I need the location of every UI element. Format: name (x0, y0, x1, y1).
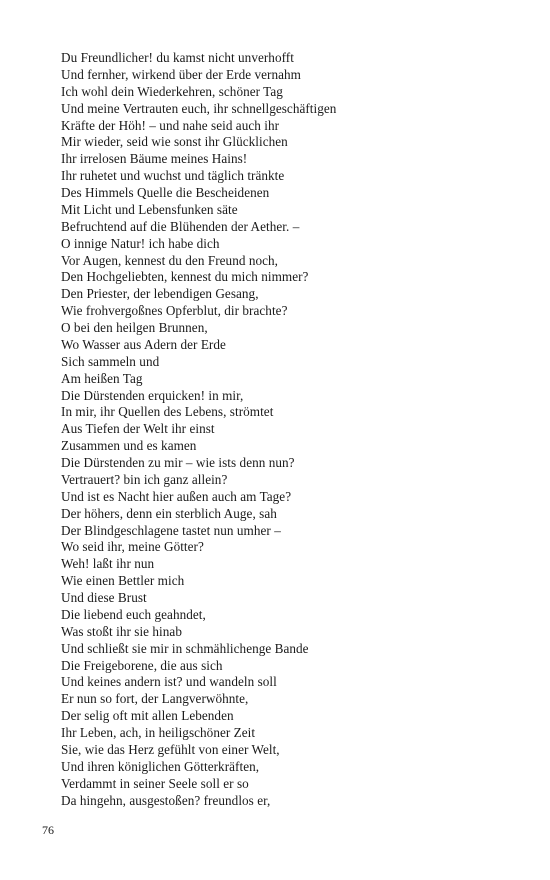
poem-line: Wie einen Bettler mich (61, 573, 185, 589)
poem-text (61, 50, 531, 809)
poem-line: Mir wieder, seid wie sonst ihr Glücklichen (61, 134, 288, 150)
poem-line: Ihr ruhetet und wuchst und täglich tränkte (61, 168, 285, 184)
poem-line: Was stoßt ihr sie hinab (61, 623, 182, 639)
poem-line: Am heißen Tag (61, 370, 143, 386)
poem-line: Wo Wasser aus Adern der Erde (61, 336, 226, 352)
poem-line: Sie, wie das Herz gefühlt von einer Welt, (61, 741, 280, 757)
poem-line: Zusammen und es kamen (61, 438, 197, 454)
poem-line: Ihr irrelosen Bäume meines Hains! (61, 151, 248, 167)
poem-line: Der höhers, denn ein sterblich Auge, sah (61, 505, 277, 521)
poem-line: Der selig oft mit allen Lebenden (61, 708, 234, 724)
poem-line: Ihr Leben, ach, in heiligschöner Zeit (61, 725, 256, 740)
poem-line: Die Dürstenden zu mir – wie ists denn nun? (61, 455, 295, 470)
poem-line: Den Priester, der lebendigen Gesang, (61, 286, 259, 302)
poem-line: Du Freundlicher! du kamst nicht unverhofft (61, 50, 294, 65)
poem-line: Und schließt sie mir in schmählichenge Bande (61, 640, 309, 656)
poem-line: Aus Tiefen der Welt ihr einst (61, 421, 215, 437)
poem-line: Die Dürstenden erquicken! in mir, (61, 387, 244, 403)
poem-line: Und diese Brust (61, 590, 147, 605)
poem-line: Und ihren königlichen Götterkräften, (61, 758, 260, 774)
poem-line: Wie frohvergoßnes Opferblut, dir brachte? (61, 303, 288, 319)
poem-line: Die Freigeborene, die aus sich (61, 657, 223, 673)
poem-line: Sich sammeln und (61, 353, 160, 369)
poem-line: Vor Augen, kennest du den Freund noch, (61, 252, 279, 268)
poem-line: Des Himmels Quelle die Bescheidenen (61, 185, 270, 200)
poem-line: Und fernher, wirkend über der Erde vernahm (61, 66, 301, 82)
poem-line: Weh! laßt ihr nun (61, 556, 155, 572)
poem-line: Und keines andern ist? und wandeln soll (61, 674, 277, 690)
poem-line: O bei den heilgen Brunnen, (61, 320, 208, 335)
poem-line: Kräfte der Höh! – und nahe seid auch ihr (61, 117, 280, 133)
poem-line: Wo seid ihr, meine Götter? (61, 539, 204, 555)
poem-line: Der Blindgeschlagene tastet nun umher – (61, 522, 281, 538)
poem-line: Ich wohl dein Wiederkehren, schöner Tag (61, 83, 283, 99)
poem-line: Mit Licht und Lebensfunken säte (61, 201, 238, 217)
page-number: 76 (42, 823, 54, 837)
poem-line: Verdammt in seiner Seele soll er so (61, 775, 249, 791)
poem-line: Befruchtend auf die Blühenden der Aether. – (61, 218, 300, 234)
poem-line: O innige Natur! ich habe dich (61, 235, 220, 251)
poem-line: Die liebend euch geahndet, (61, 606, 206, 622)
poem-line: Vertrauert? bin ich ganz allein? (61, 471, 228, 487)
poem-line: Und meine Vertrauten euch, ihr schnellgeschäftigen (61, 100, 337, 116)
poem-line: Den Hochgeliebten, kennest du mich nimmer? (61, 269, 309, 285)
poem-line: Und ist es Nacht hier außen auch am Tage? (61, 488, 292, 504)
poem-line: Er nun so fort, der Langverwöhnte, (61, 691, 249, 707)
poem-line: Da hingehn, ausgestoßen? freundlos er, (61, 792, 271, 808)
poem-line: In mir, ihr Quellen des Lebens, strömtet (61, 404, 274, 420)
